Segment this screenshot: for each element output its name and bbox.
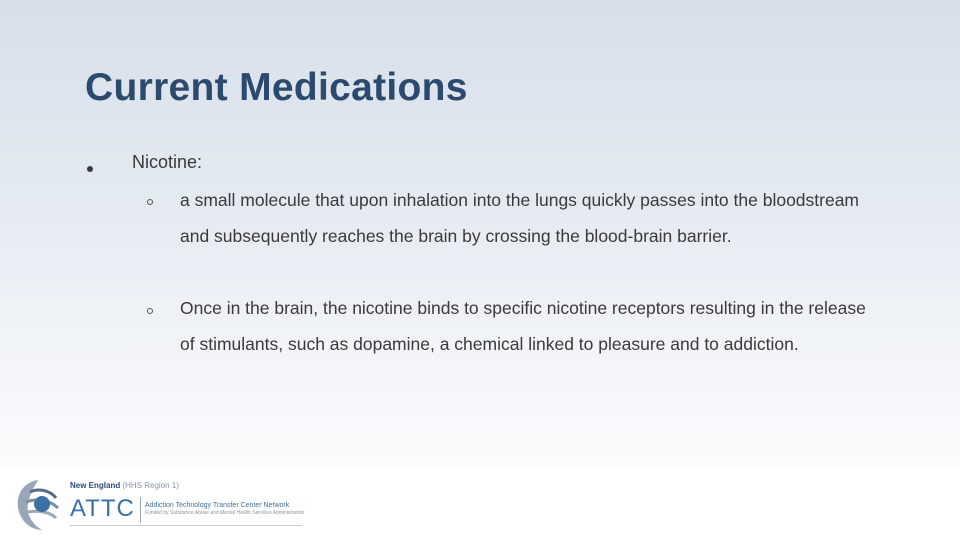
footer — [0, 468, 960, 540]
sub-bullet-marker — [147, 308, 153, 314]
sub-bullet-marker — [147, 199, 153, 205]
logo-acronym: ATTC — [70, 495, 135, 522]
bullet-marker — [87, 166, 93, 172]
bullet-text-nicotine: Nicotine: — [132, 152, 203, 172]
logo-region-name: New England — [70, 481, 121, 490]
sub-bullet-text: Once in the brain, the nicotine binds to specific nicotine receptors resulting in the release of stimulants, such as dopamine, a chemical linked to pleasure and to addiction. — [180, 298, 866, 354]
attc-globe-icon — [12, 476, 64, 534]
sub-bullet-text: a small molecule that upon inhalation into the lungs quickly passes into the bloodstream and subsequently reaches the brain by crossing the blood-brain barrier. — [180, 190, 860, 246]
logo-divider — [140, 497, 141, 523]
logo-network-name: Addiction Technology Transfer Center Network — [145, 502, 290, 509]
logo-region-detail: (HHS Region 1) — [122, 481, 179, 490]
logo-rule — [70, 525, 302, 526]
slide-title: Current Medications — [85, 66, 468, 109]
logo-funded-by: Funded by Substance Abuse and Mental Health Services Administration — [145, 510, 305, 516]
